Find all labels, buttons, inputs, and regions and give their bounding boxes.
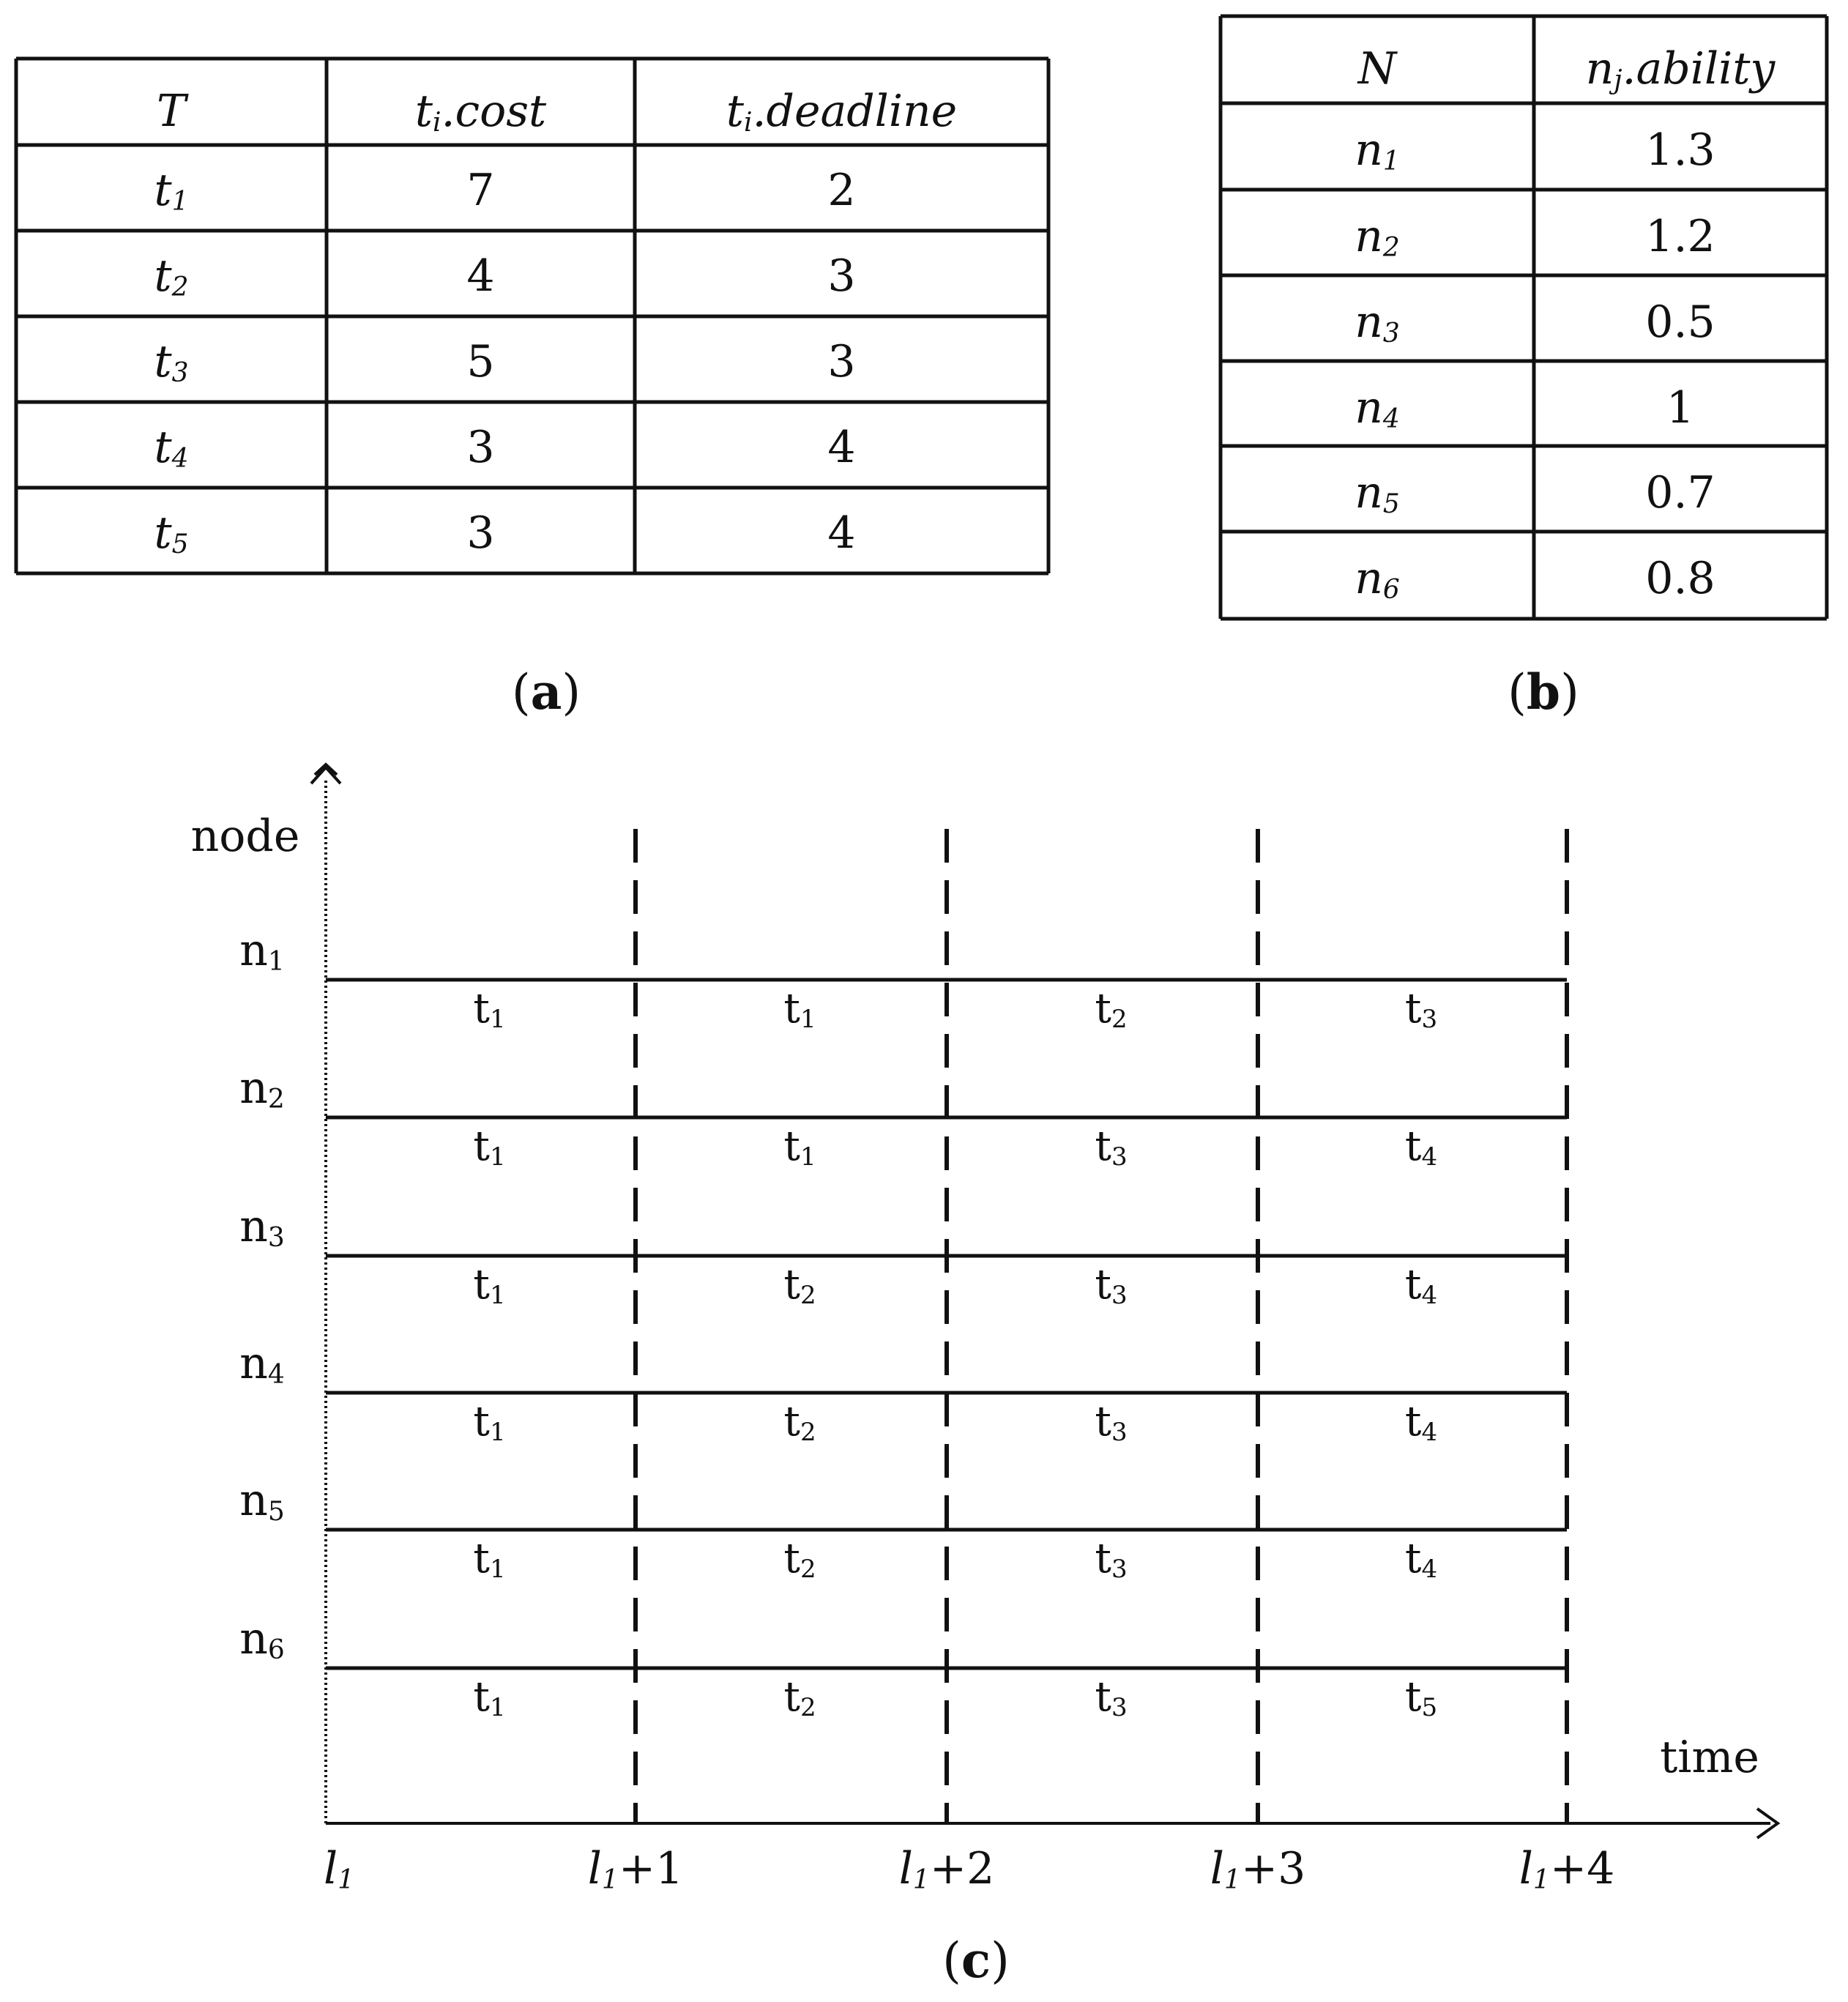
table-a-cost-cell: 4: [466, 250, 495, 302]
table-a-task-cell: t1: [154, 165, 189, 217]
table-a-cost-cell: 7: [466, 165, 495, 216]
node-label: n5: [239, 1475, 285, 1527]
node-label: n3: [239, 1201, 285, 1253]
table-a-cost-cell: 3: [466, 422, 495, 473]
table-a-deadline-cell: 4: [827, 507, 856, 559]
task-slot: t4: [1404, 1261, 1438, 1310]
task-slot: t3: [1095, 1261, 1128, 1310]
time-tick-label: l1+4: [1519, 1843, 1615, 1895]
task-slot: t3: [1095, 1673, 1128, 1722]
table-a-deadline-cell: 2: [827, 165, 856, 216]
table-a-header: T: [156, 86, 187, 137]
table-b-ability-cell: 1.2: [1645, 211, 1715, 262]
caption-c: (c): [942, 1932, 1010, 1989]
node-label: n6: [239, 1613, 285, 1665]
x-axis-label: time: [1660, 1732, 1759, 1783]
table-a-task-cell: t3: [154, 336, 189, 388]
caption-b: (b): [1508, 663, 1579, 721]
table-a-header: ti.cost: [414, 86, 547, 138]
task-slot: t3: [1095, 1398, 1128, 1447]
table-b-ability-cell: 1: [1666, 382, 1695, 433]
time-tick-label: l1+2: [898, 1843, 995, 1895]
task-slot: t3: [1095, 1123, 1128, 1172]
task-table: [16, 59, 1048, 573]
task-slot: t4: [1404, 1535, 1438, 1584]
task-slot: t2: [1095, 985, 1128, 1034]
table-b-ability-cell: 0.7: [1645, 467, 1715, 518]
table-b-header: N: [1357, 43, 1397, 94]
task-slot: t4: [1404, 1398, 1438, 1447]
schedule-diagram: [191, 764, 1778, 1895]
table-a-task-cell: t4: [154, 422, 189, 474]
node-label: n1: [239, 925, 285, 977]
node-ability-table: [1221, 16, 1827, 619]
task-slot: t1: [473, 985, 506, 1034]
y-axis-label: node: [190, 811, 300, 862]
table-a-cost-cell: 3: [466, 507, 495, 559]
table-a-deadline-cell: 3: [827, 250, 856, 302]
table-a-header: ti.deadline: [726, 86, 958, 138]
task-slot: t1: [473, 1535, 506, 1584]
table-b-ability-cell: 0.8: [1645, 553, 1715, 604]
node-label: n4: [239, 1338, 285, 1390]
task-slot: t3: [1404, 985, 1438, 1034]
table-a-cost-cell: 5: [466, 336, 495, 387]
task-slot: t1: [783, 1123, 816, 1172]
time-tick-label: l1+3: [1210, 1843, 1306, 1895]
table-a-deadline-cell: 3: [827, 336, 856, 387]
task-slot: t3: [1095, 1535, 1128, 1584]
task-slot: t5: [1404, 1673, 1438, 1722]
task-slot: t2: [783, 1398, 816, 1447]
table-a-task-cell: t5: [154, 507, 189, 559]
table-a-deadline-cell: 4: [827, 422, 856, 473]
node-label: n2: [239, 1063, 285, 1115]
table-b-node-cell: n3: [1355, 297, 1400, 349]
task-slot: t2: [783, 1535, 816, 1584]
table-a-task-cell: t2: [154, 250, 189, 302]
table-b-node-cell: n2: [1355, 211, 1400, 263]
time-tick-label: l1+1: [587, 1843, 684, 1895]
table-b-ability-cell: 0.5: [1645, 297, 1715, 348]
task-slot: t1: [473, 1398, 506, 1447]
task-slot: t1: [473, 1261, 506, 1310]
task-slot: t4: [1404, 1123, 1438, 1172]
task-slot: t1: [473, 1123, 506, 1172]
caption-a: (a): [511, 663, 581, 721]
table-b-node-cell: n4: [1355, 382, 1400, 434]
time-tick-label: l1: [323, 1843, 355, 1895]
table-b-node-cell: n1: [1355, 124, 1400, 176]
task-slot: t1: [473, 1673, 506, 1722]
table-b-node-cell: n6: [1355, 553, 1400, 605]
table-b-node-cell: n5: [1355, 467, 1400, 519]
task-slot: t2: [783, 1673, 816, 1722]
task-slot: t2: [783, 1261, 816, 1310]
captions: [512, 663, 1579, 1989]
table-b-ability-cell: 1.3: [1645, 124, 1715, 176]
task-slot: t1: [783, 985, 816, 1034]
table-b-header: nj.ability: [1585, 43, 1776, 95]
